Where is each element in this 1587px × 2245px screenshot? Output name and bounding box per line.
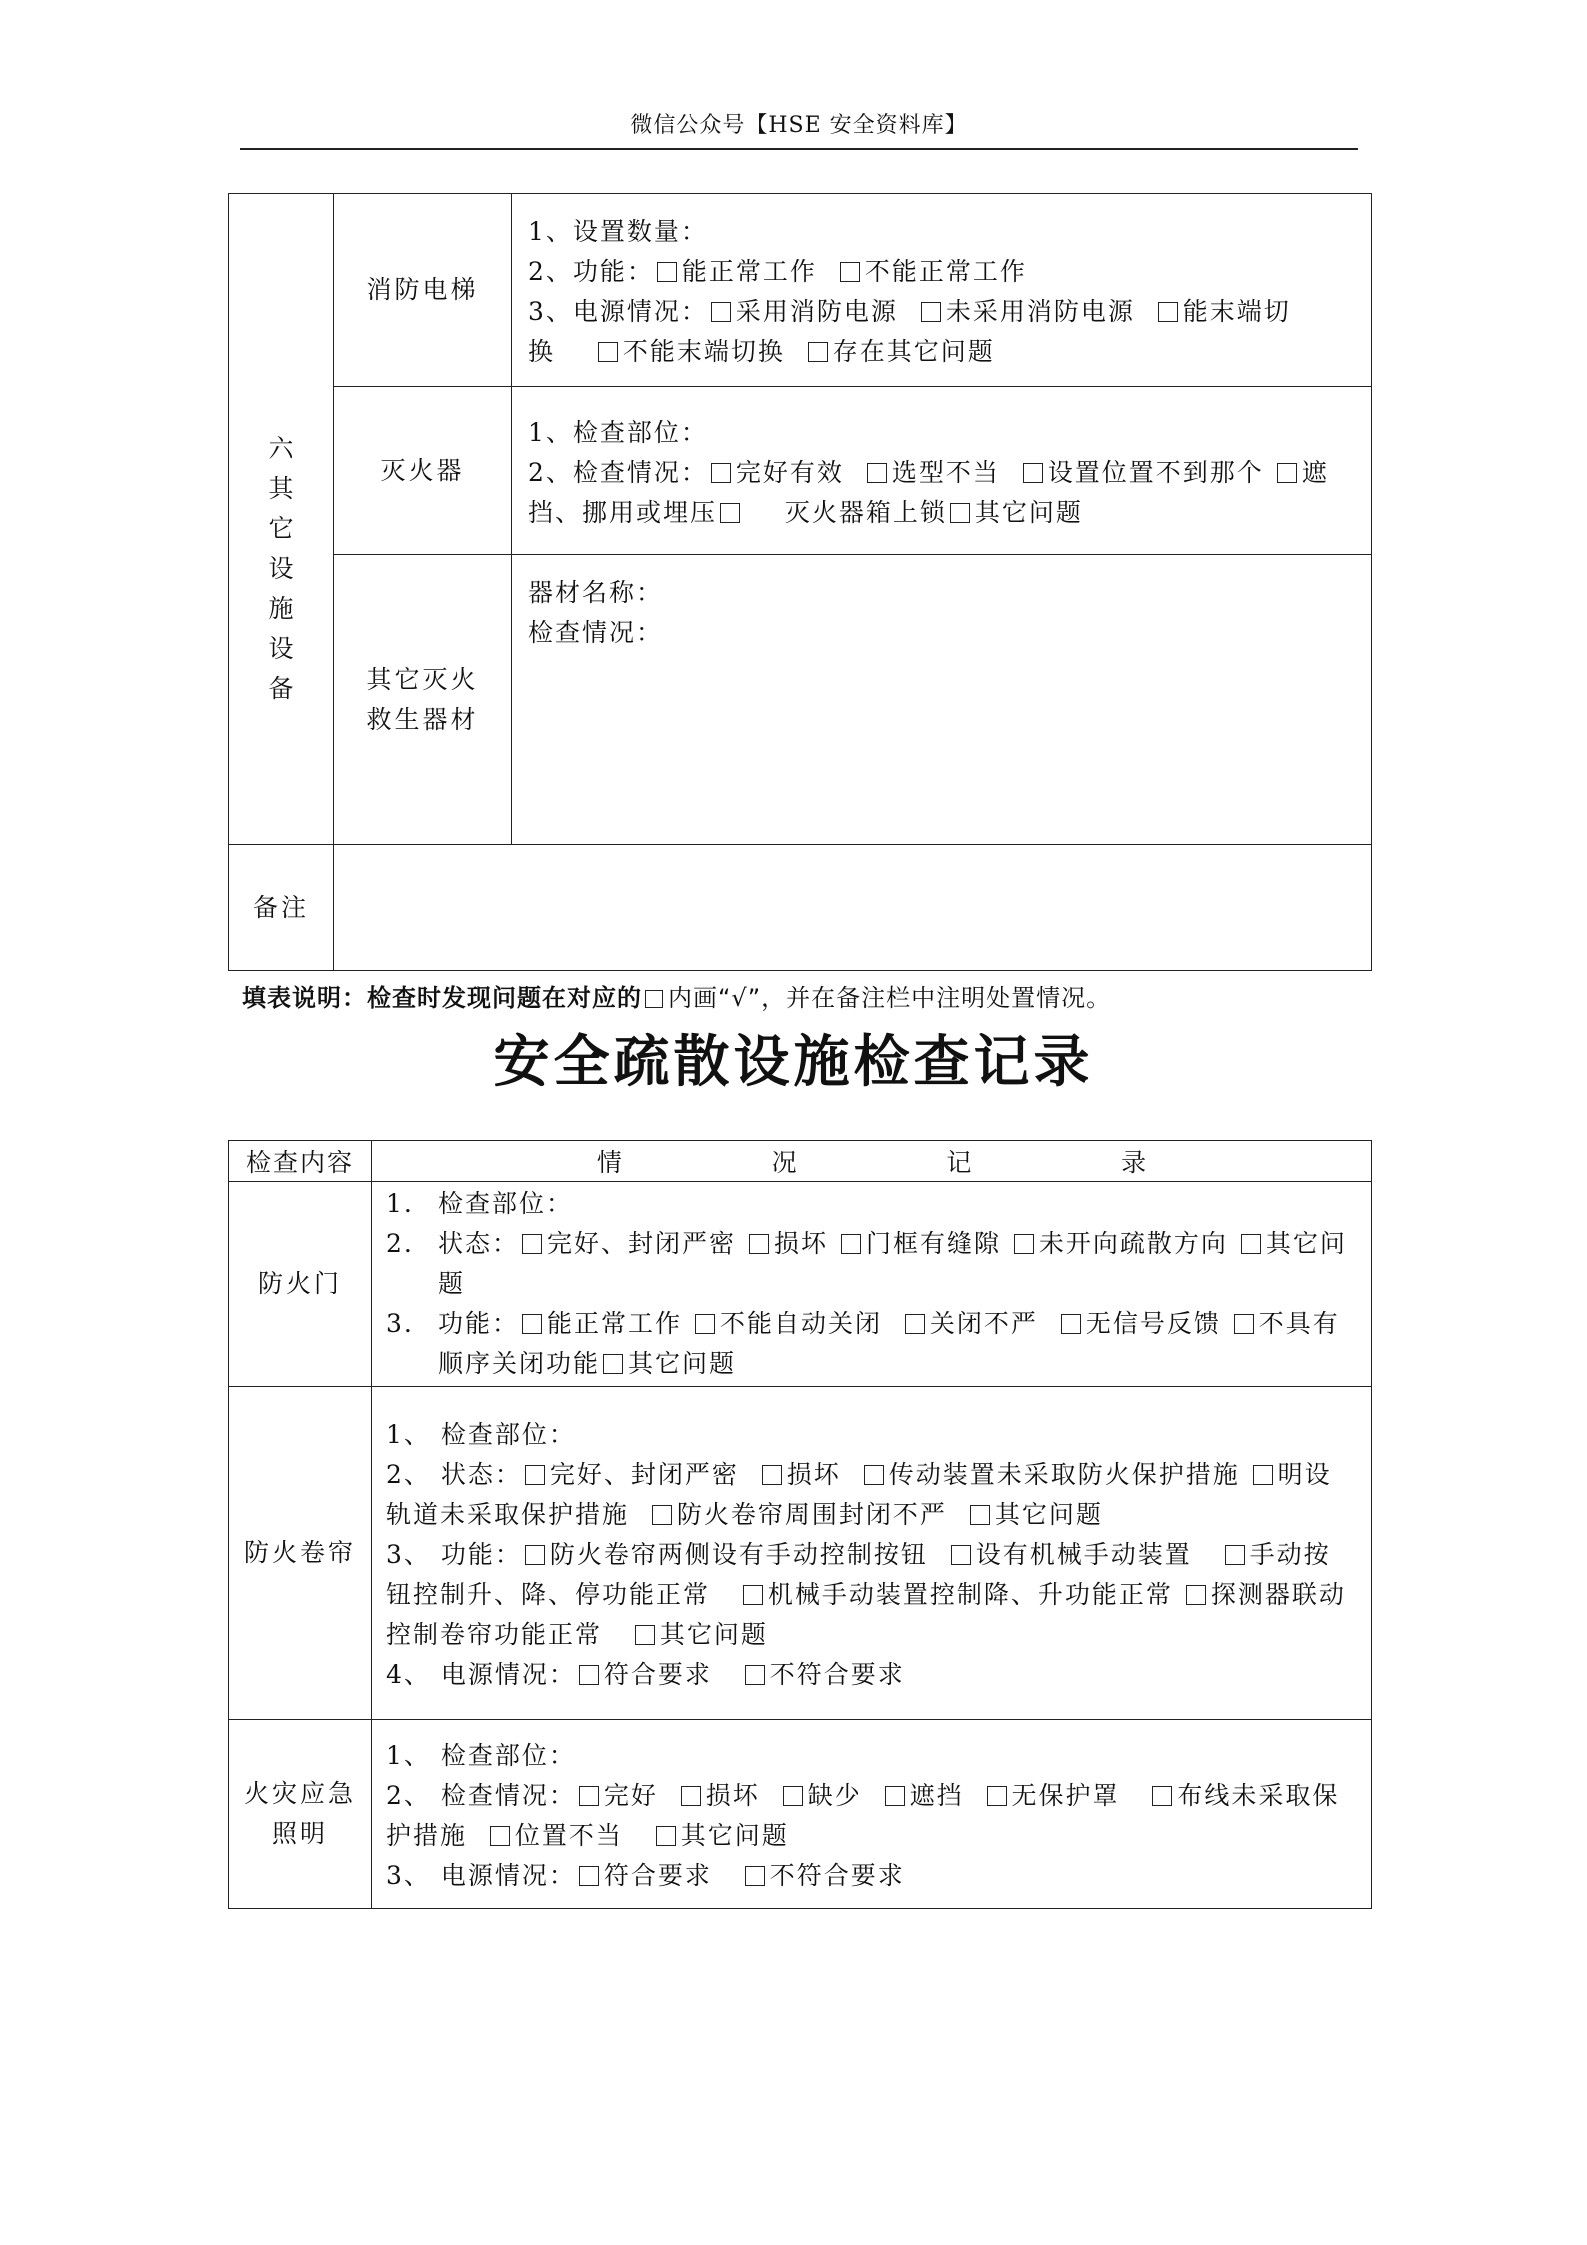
line-number: 2. bbox=[386, 1229, 414, 1258]
elevator-quantity-line: 1、设置数量： bbox=[528, 217, 708, 246]
equipment-name-line: 器材名称： bbox=[528, 578, 664, 607]
line-text bbox=[438, 1304, 1357, 1384]
checkbox[interactable] bbox=[490, 1826, 510, 1846]
checkbox[interactable] bbox=[598, 342, 618, 362]
checkbox[interactable] bbox=[745, 1866, 765, 1886]
checkbox[interactable] bbox=[762, 1465, 782, 1485]
checkbox[interactable] bbox=[950, 503, 970, 523]
checkbox[interactable] bbox=[1061, 1314, 1081, 1334]
option-label: 存在其它问题 bbox=[832, 337, 995, 366]
table-row bbox=[229, 555, 1372, 845]
line-prefix: 功能： bbox=[438, 1309, 520, 1338]
checkbox-icon bbox=[645, 990, 663, 1008]
checkbox[interactable] bbox=[525, 1465, 545, 1485]
note-rest: 内画“√”，并在备注栏中注明处置情况。 bbox=[668, 984, 1112, 1012]
extinguisher-status-prefix: 2、检查情况： bbox=[528, 457, 708, 487]
extinguisher-location-line: 1、检查部位： bbox=[528, 417, 708, 447]
checkbox[interactable] bbox=[657, 262, 677, 282]
label-line: 照明 bbox=[271, 1819, 328, 1848]
option-label: 不符合要求 bbox=[769, 1660, 905, 1689]
col-header-content: 检查内容 bbox=[229, 1141, 372, 1182]
option-label: 完好、封闭严密 bbox=[549, 1460, 739, 1489]
table-row bbox=[229, 387, 1372, 555]
elevator-details bbox=[512, 194, 1372, 387]
checkbox[interactable] bbox=[749, 1234, 769, 1254]
checkbox[interactable] bbox=[841, 1234, 861, 1254]
option-label: 能正常工作 bbox=[547, 1309, 683, 1338]
option-label: 选型不当 bbox=[891, 457, 1000, 487]
checkbox[interactable] bbox=[681, 1786, 701, 1806]
checkbox[interactable] bbox=[905, 1314, 925, 1334]
header-char: 录 bbox=[1121, 1148, 1147, 1177]
lighting-line-3 bbox=[386, 1856, 1357, 1896]
checkbox[interactable] bbox=[745, 1665, 765, 1685]
option-label: 无信号反馈 bbox=[1085, 1309, 1221, 1338]
option-label: 位置不当 bbox=[514, 1821, 623, 1850]
header-char: 况 bbox=[771, 1148, 797, 1177]
checkbox[interactable] bbox=[987, 1786, 1007, 1806]
line-prefix: 2、 检查情况： bbox=[386, 1781, 576, 1810]
remarks-field[interactable] bbox=[334, 845, 1372, 971]
extinguisher-status-line bbox=[528, 453, 1357, 533]
elevator-power-prefix: 3、电源情况： bbox=[528, 297, 708, 326]
fire-door-line-2 bbox=[386, 1224, 1357, 1304]
option-label: 不能末端切换 bbox=[622, 337, 785, 366]
option-label: 防火卷帘两侧设有手动控制按钮 bbox=[549, 1540, 928, 1569]
checkbox[interactable] bbox=[1253, 1465, 1273, 1485]
extinguisher-details bbox=[512, 387, 1372, 555]
line-prefix: 3、 功能： bbox=[386, 1540, 522, 1569]
row-label-elevator: 消防电梯 bbox=[334, 194, 512, 387]
fire-door-line-1 bbox=[386, 1184, 1357, 1224]
option-label: 其它问题 bbox=[680, 1821, 789, 1850]
option-label: 不符合要求 bbox=[769, 1861, 905, 1890]
checkbox[interactable] bbox=[522, 1234, 542, 1254]
header-rule bbox=[240, 148, 1358, 150]
row-label-other-equipment bbox=[334, 555, 512, 845]
option-label: 能末端切换 bbox=[528, 297, 1291, 366]
line-number: 1. bbox=[386, 1189, 414, 1218]
option-label: 符合要求 bbox=[603, 1660, 712, 1689]
checkbox[interactable] bbox=[522, 1314, 542, 1334]
line-prefix: 状态： bbox=[438, 1229, 520, 1258]
row-label-extinguisher: 灭火器 bbox=[334, 387, 512, 555]
equipment-status-line: 检查情况： bbox=[528, 618, 664, 647]
checkbox[interactable] bbox=[1158, 302, 1178, 322]
option-label: 缺少 bbox=[807, 1781, 862, 1810]
checkbox[interactable] bbox=[1023, 463, 1043, 483]
option-label: 探测器联动控制卷帘功能正常 bbox=[386, 1580, 1346, 1649]
elevator-function-prefix: 2、功能： bbox=[528, 257, 654, 286]
line-prefix: 4、 电源情况： bbox=[386, 1660, 576, 1689]
checkbox[interactable] bbox=[579, 1786, 599, 1806]
checkbox[interactable] bbox=[711, 463, 731, 483]
option-label: 完好 bbox=[603, 1781, 658, 1810]
checkbox[interactable] bbox=[1234, 1314, 1254, 1334]
option-label: 完好、封闭严密 bbox=[547, 1229, 737, 1258]
checkbox[interactable] bbox=[808, 342, 828, 362]
shutter-line-3 bbox=[386, 1535, 1357, 1655]
shutter-details bbox=[372, 1387, 1372, 1720]
elevator-power-line bbox=[528, 292, 1357, 372]
evacuation-table bbox=[228, 1140, 1372, 1909]
option-label: 完好有效 bbox=[735, 457, 844, 487]
checkbox[interactable] bbox=[1241, 1234, 1261, 1254]
option-label: 其它问题 bbox=[628, 1349, 737, 1378]
checkbox[interactable] bbox=[743, 1585, 763, 1605]
option-label: 无保护罩 bbox=[1011, 1781, 1120, 1810]
option-label: 传动装置未采取防火保护措施 bbox=[888, 1460, 1240, 1489]
header-char: 情 bbox=[596, 1148, 622, 1177]
option-label: 明设轨道未采取保护措施 bbox=[386, 1460, 1332, 1529]
lighting-details bbox=[372, 1720, 1372, 1909]
note-bold: 填表说明：检查时发现问题在对应的 bbox=[242, 984, 642, 1012]
checkbox[interactable] bbox=[1186, 1585, 1206, 1605]
option-label: 损坏 bbox=[786, 1460, 841, 1489]
option-label: 能正常工作 bbox=[681, 257, 817, 286]
facilities-table bbox=[228, 193, 1372, 971]
option-label: 灭火器箱上锁 bbox=[784, 497, 947, 527]
other-equipment-details bbox=[512, 555, 1372, 845]
option-label: 符合要求 bbox=[603, 1861, 712, 1890]
label-line: 火灾应急 bbox=[243, 1779, 356, 1808]
header-char: 记 bbox=[946, 1148, 972, 1177]
page-title: 安全疏散设施检查记录 bbox=[493, 1030, 1094, 1095]
option-label: 设有机械手动装置 bbox=[975, 1540, 1192, 1569]
remarks-label: 备注 bbox=[229, 845, 334, 971]
checkbox[interactable] bbox=[603, 1354, 623, 1374]
option-label: 损坏 bbox=[705, 1781, 760, 1810]
option-label: 未开向疏散方向 bbox=[1038, 1229, 1228, 1258]
checkbox[interactable] bbox=[1014, 1234, 1034, 1254]
fill-instructions bbox=[242, 978, 1111, 1013]
checkbox[interactable] bbox=[695, 1314, 715, 1334]
line-text: 检查部位： bbox=[438, 1189, 574, 1218]
line-number: 3. bbox=[386, 1309, 414, 1338]
option-label: 不具有顺序关闭功能 bbox=[438, 1309, 1340, 1378]
checkbox[interactable] bbox=[885, 1786, 905, 1806]
checkbox[interactable] bbox=[840, 262, 860, 282]
checkbox[interactable] bbox=[652, 1505, 672, 1525]
checkbox[interactable] bbox=[579, 1665, 599, 1685]
shutter-line-4 bbox=[386, 1655, 1357, 1695]
checkbox[interactable] bbox=[1277, 463, 1297, 483]
option-label: 布线未采取保护措施 bbox=[386, 1781, 1340, 1850]
option-label: 防火卷帘周围封闭不严 bbox=[676, 1500, 947, 1529]
row-label-fire-door: 防火门 bbox=[229, 1182, 372, 1387]
checkbox[interactable] bbox=[1225, 1545, 1245, 1565]
option-label: 设置位置不到那个 bbox=[1047, 457, 1264, 487]
option-label: 其它问题 bbox=[659, 1620, 768, 1649]
fire-door-details bbox=[372, 1182, 1372, 1387]
line-prefix: 3、 电源情况： bbox=[386, 1861, 576, 1890]
option-label: 其它问题 bbox=[974, 497, 1083, 527]
option-label: 损坏 bbox=[773, 1229, 828, 1258]
checkbox[interactable] bbox=[711, 302, 731, 322]
label-line: 救生器材 bbox=[366, 704, 479, 734]
label-line: 其它灭火 bbox=[366, 664, 479, 694]
row-label-fire-shutter: 防火卷帘 bbox=[229, 1387, 372, 1720]
option-label: 遮挡、挪用或埋压 bbox=[528, 457, 1329, 527]
col-header-record bbox=[372, 1141, 1372, 1182]
checkbox[interactable] bbox=[579, 1866, 599, 1886]
option-label: 其它问题 bbox=[994, 1500, 1103, 1529]
table-row bbox=[229, 1387, 1372, 1720]
checkbox[interactable] bbox=[635, 1625, 655, 1645]
page-header: 微信公众号【HSE 安全资料库】 bbox=[630, 113, 968, 138]
line-text bbox=[438, 1224, 1357, 1304]
table-row bbox=[229, 845, 1372, 971]
option-label: 机械手动装置控制降、升功能正常 bbox=[767, 1580, 1173, 1609]
fire-door-line-3 bbox=[386, 1304, 1357, 1384]
option-label: 遮挡 bbox=[909, 1781, 964, 1810]
section-label bbox=[229, 194, 334, 845]
line-prefix: 2、 状态： bbox=[386, 1460, 522, 1489]
checkbox[interactable] bbox=[864, 1465, 884, 1485]
option-label: 未采用消防电源 bbox=[945, 297, 1135, 326]
table-header-row bbox=[229, 1141, 1372, 1182]
checkbox[interactable] bbox=[1152, 1786, 1172, 1806]
checkbox[interactable] bbox=[867, 463, 887, 483]
option-label: 其它问题 bbox=[438, 1229, 1347, 1298]
option-label: 不能自动关闭 bbox=[719, 1309, 882, 1338]
checkbox[interactable] bbox=[656, 1826, 676, 1846]
row-label-emergency-lighting bbox=[229, 1720, 372, 1909]
checkbox[interactable] bbox=[970, 1505, 990, 1525]
shutter-line-1: 1、 检查部位： bbox=[386, 1420, 576, 1449]
option-label: 采用消防电源 bbox=[735, 297, 898, 326]
checkbox[interactable] bbox=[921, 302, 941, 322]
option-label: 手动按钮控制升、降、停功能正常 bbox=[386, 1540, 1331, 1609]
checkbox[interactable] bbox=[951, 1545, 971, 1565]
option-label: 关闭不严 bbox=[929, 1309, 1038, 1338]
option-label: 不能正常工作 bbox=[864, 257, 1027, 286]
table-row bbox=[229, 1720, 1372, 1909]
checkbox[interactable] bbox=[720, 503, 740, 523]
lighting-line-1: 1、 检查部位： bbox=[386, 1741, 576, 1770]
shutter-line-2 bbox=[386, 1455, 1357, 1535]
table-row bbox=[229, 194, 1372, 387]
checkbox[interactable] bbox=[783, 1786, 803, 1806]
elevator-function-line bbox=[528, 252, 1357, 292]
table-row bbox=[229, 1182, 1372, 1387]
section-label-text: 六其它设施设备 bbox=[268, 434, 294, 703]
option-label: 门框有缝隙 bbox=[865, 1229, 1001, 1258]
lighting-line-2 bbox=[386, 1776, 1357, 1856]
checkbox[interactable] bbox=[525, 1545, 545, 1565]
